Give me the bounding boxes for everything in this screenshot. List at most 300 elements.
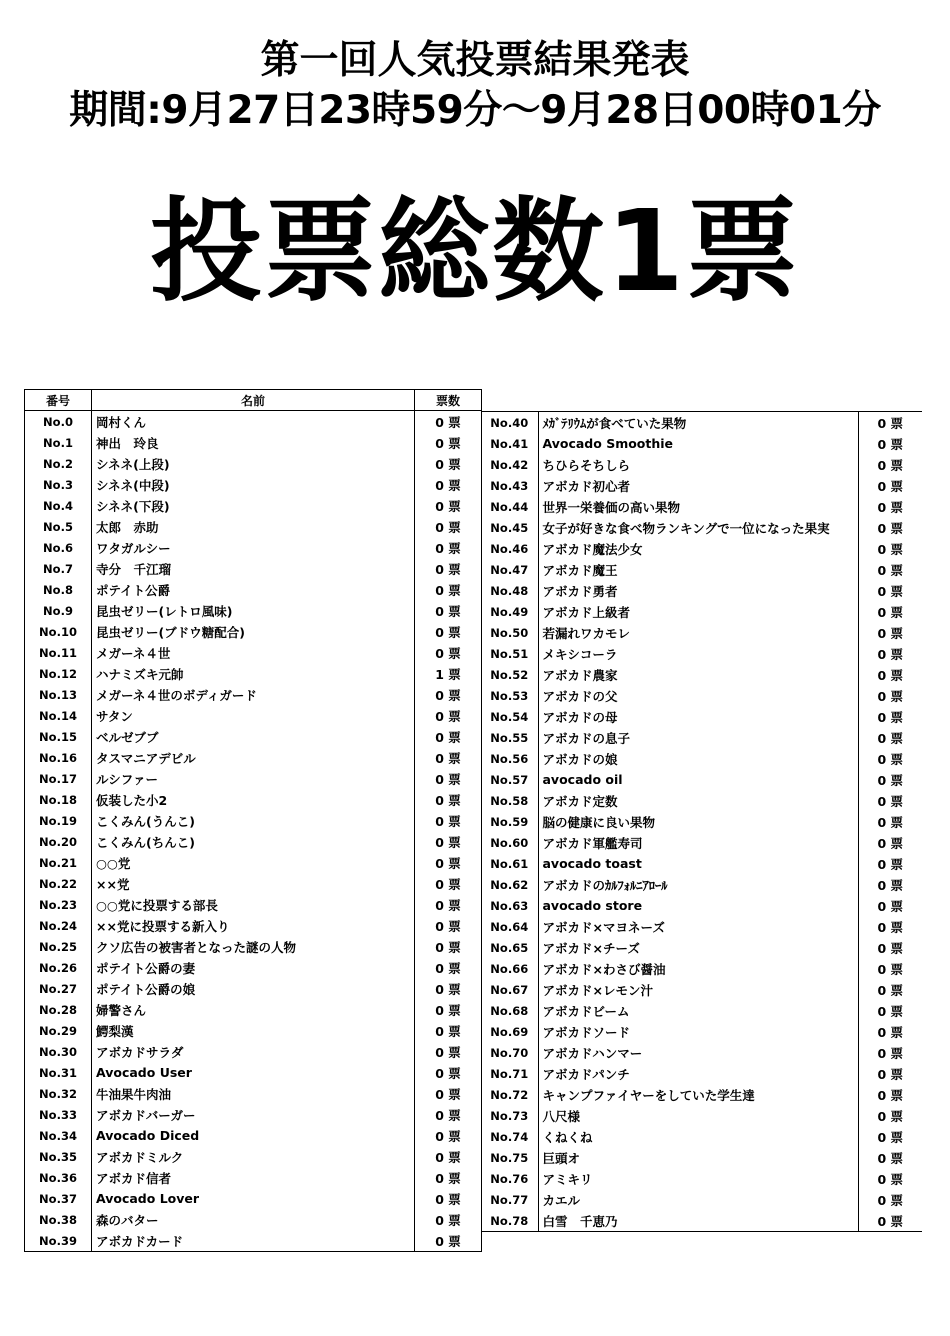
row-name: アボカド×わさび醤油 [538, 958, 858, 979]
row-votes: 0 票 [858, 559, 922, 580]
table-row [25, 852, 482, 873]
row-number: No.61 [490, 856, 529, 871]
row-votes: 0 票 [858, 580, 922, 601]
table-row [481, 748, 922, 769]
row-votes: 0 票 [415, 747, 482, 768]
row-number: No.43 [490, 478, 529, 493]
row-votes: 0 票 [415, 831, 482, 852]
left-table-body [25, 411, 482, 1252]
table-row [25, 1167, 482, 1188]
row-name: 仮装した小2 [92, 789, 415, 810]
row-name: タスマニアデビル [92, 747, 415, 768]
table-row [25, 831, 482, 852]
row-number: No.44 [490, 499, 529, 514]
row-number: No.59 [490, 814, 529, 829]
row-votes: 0 票 [415, 579, 482, 600]
row-number: No.65 [490, 940, 529, 955]
row-votes: 0 票 [415, 453, 482, 474]
row-name: ××党に投票する新入り [92, 915, 415, 936]
row-votes: 0 票 [415, 516, 482, 537]
row-number: No.77 [490, 1192, 529, 1207]
row-name: Avocado Smoothie [538, 433, 858, 454]
table-row [25, 894, 482, 915]
row-name: シネネ(下段) [92, 495, 415, 516]
row-number: No.42 [490, 457, 529, 472]
row-name: 昆虫ゼリー(ブドウ糖配合) [92, 621, 415, 642]
table-row [25, 747, 482, 768]
table-row [25, 642, 482, 663]
row-number: No.36 [25, 1167, 92, 1188]
row-name: 婦警さん [92, 999, 415, 1020]
row-name: 昆虫ゼリー(レトロ風味) [92, 600, 415, 621]
table-row [481, 832, 922, 853]
row-name: アボカドサラダ [92, 1041, 415, 1062]
row-name: ワタガルシー [92, 537, 415, 558]
results-table-right [481, 411, 922, 1232]
row-name: アボカドの息子 [538, 727, 858, 748]
row-name: アボカドの母 [538, 706, 858, 727]
row-number: No.40 [481, 412, 538, 434]
row-number: No.68 [490, 1003, 529, 1018]
row-number: No.23 [25, 894, 92, 915]
row-number: No.5 [25, 516, 92, 537]
row-name: サタン [92, 705, 415, 726]
row-name: ポテイト公爵の妻 [92, 957, 415, 978]
row-number: No.50 [490, 625, 529, 640]
row-number: No.74 [490, 1129, 529, 1144]
page-title: 第一回人気投票結果発表 [260, 38, 690, 83]
table-row [481, 1189, 922, 1210]
row-number: No.2 [25, 453, 92, 474]
row-name: 若漏れワカモレ [538, 622, 858, 643]
row-name: アボカド農家 [538, 664, 858, 685]
row-votes: 0 票 [415, 1041, 482, 1062]
row-number: No.10 [25, 621, 92, 642]
table-row [25, 621, 482, 642]
table-row [25, 411, 482, 433]
row-votes: 0 票 [415, 768, 482, 789]
total-votes: 投票総数1票 [150, 187, 800, 317]
row-number: No.33 [25, 1104, 92, 1125]
row-number: No.25 [25, 936, 92, 957]
table-row [481, 454, 922, 475]
table-row [25, 516, 482, 537]
header-votes: 票数 [415, 390, 482, 411]
table-row [25, 978, 482, 999]
row-number: No.62 [490, 877, 529, 892]
table-row [481, 1210, 922, 1232]
row-number: No.8 [25, 579, 92, 600]
table-row [481, 433, 922, 454]
row-votes: 0 票 [858, 1168, 922, 1189]
table-row [481, 1126, 922, 1147]
row-name: メキシコーラ [538, 643, 858, 664]
row-votes: 0 票 [415, 1209, 482, 1230]
row-name: 白雪 千恵乃 [538, 1210, 858, 1232]
row-number: No.64 [490, 919, 529, 934]
row-number: No.26 [25, 957, 92, 978]
table-row [481, 412, 922, 434]
table-row [25, 432, 482, 453]
row-votes: 0 票 [415, 1146, 482, 1167]
row-votes: 0 票 [415, 600, 482, 621]
table-row [25, 453, 482, 474]
row-name: キャンプファイヤーをしていた学生達 [538, 1084, 858, 1105]
row-name: アボカド初心者 [538, 475, 858, 496]
row-number: No.56 [490, 751, 529, 766]
row-number: No.11 [25, 642, 92, 663]
table-row [25, 1020, 482, 1041]
row-number: No.71 [490, 1066, 529, 1081]
table-row [25, 999, 482, 1020]
row-votes: 0 票 [415, 957, 482, 978]
row-name: 鰐梨漢 [92, 1020, 415, 1041]
row-name: アボカド上級者 [538, 601, 858, 622]
row-votes: 0 票 [415, 558, 482, 579]
row-votes: 0 票 [858, 979, 922, 1000]
table-row [25, 1125, 482, 1146]
row-votes: 0 票 [858, 832, 922, 853]
row-name: 世界一栄養価の高い果物 [538, 496, 858, 517]
row-name: シネネ(上段) [92, 453, 415, 474]
row-votes: 0 票 [415, 1083, 482, 1104]
row-number: No.55 [490, 730, 529, 745]
row-number: No.14 [25, 705, 92, 726]
row-votes: 0 票 [858, 874, 922, 895]
row-name: メガーネ４世のボディガード [92, 684, 415, 705]
row-number: No.13 [25, 684, 92, 705]
row-name: アボカド×チーズ [538, 937, 858, 958]
row-number: No.58 [490, 793, 529, 808]
row-name: 八尺様 [538, 1105, 858, 1126]
row-votes: 0 票 [858, 622, 922, 643]
row-votes: 0 票 [858, 727, 922, 748]
row-votes: 0 票 [858, 1126, 922, 1147]
row-number: No.22 [25, 873, 92, 894]
table-header-row [25, 390, 482, 411]
row-name: アボカド魔王 [538, 559, 858, 580]
table-row [481, 790, 922, 811]
table-row [481, 958, 922, 979]
row-votes: 0 票 [415, 684, 482, 705]
row-number: No.38 [25, 1209, 92, 1230]
row-name: ○○党に投票する部長 [92, 894, 415, 915]
row-number: No.70 [490, 1045, 529, 1060]
row-number: No.34 [25, 1125, 92, 1146]
row-name: くねくね [538, 1126, 858, 1147]
row-name: avocado toast [538, 853, 858, 874]
table-row [481, 1084, 922, 1105]
table-row [481, 895, 922, 916]
table-row [25, 579, 482, 600]
row-votes: 0 票 [858, 958, 922, 979]
table-row [481, 1021, 922, 1042]
row-name: アミキリ [538, 1168, 858, 1189]
row-votes: 0 票 [415, 1062, 482, 1083]
row-votes: 0 票 [415, 411, 482, 433]
row-name: 女子が好きな食べ物ランキングで一位になった果実 [538, 517, 858, 538]
row-votes: 0 票 [415, 642, 482, 663]
table-row [481, 1000, 922, 1021]
row-name: こくみん(うんこ) [92, 810, 415, 831]
row-number: No.45 [490, 520, 529, 535]
row-votes: 0 票 [858, 1147, 922, 1168]
table-row [481, 601, 922, 622]
row-number: No.12 [25, 663, 92, 684]
row-votes: 0 票 [858, 475, 922, 496]
row-votes: 0 票 [858, 1021, 922, 1042]
row-votes: 0 票 [858, 496, 922, 517]
row-votes: 0 票 [415, 915, 482, 936]
row-votes: 0 票 [858, 601, 922, 622]
row-votes: 0 票 [858, 1210, 922, 1232]
row-number: No.21 [25, 852, 92, 873]
row-name: アボカドソード [538, 1021, 858, 1042]
row-votes: 0 票 [415, 621, 482, 642]
table-row [481, 916, 922, 937]
row-name: Avocado User [92, 1062, 415, 1083]
row-votes: 0 票 [858, 916, 922, 937]
row-number: No.48 [490, 583, 529, 598]
row-name: ○○党 [92, 852, 415, 873]
row-name: アボカドバーガー [92, 1104, 415, 1125]
row-number: No.67 [490, 982, 529, 997]
row-votes: 0 票 [858, 517, 922, 538]
row-number: No.24 [25, 915, 92, 936]
row-number: No.37 [25, 1188, 92, 1209]
table-row [481, 706, 922, 727]
row-name: アボカドカード [92, 1230, 415, 1252]
row-number: No.7 [25, 558, 92, 579]
table-row [481, 727, 922, 748]
row-name: Avocado Lover [92, 1188, 415, 1209]
voting-period: 期間:9月27日23時59分〜9月28日00時01分 [69, 88, 881, 133]
row-name: アボカド信者 [92, 1167, 415, 1188]
table-row [481, 685, 922, 706]
row-name: ﾒｶﾞﾃﾘｳﾑが食べていた果物 [538, 412, 858, 434]
row-name: アボカド×レモン汁 [538, 979, 858, 1000]
row-number: No.31 [25, 1062, 92, 1083]
row-name: アボカドパンチ [538, 1063, 858, 1084]
row-name: カエル [538, 1189, 858, 1210]
table-row [481, 979, 922, 1000]
table-row [25, 873, 482, 894]
row-name: アボカドの父 [538, 685, 858, 706]
row-votes: 0 票 [415, 1104, 482, 1125]
row-number: No.6 [25, 537, 92, 558]
right-table-body [481, 412, 922, 1232]
table-row [481, 811, 922, 832]
row-votes: 0 票 [858, 748, 922, 769]
row-name: アボカド×マヨネーズ [538, 916, 858, 937]
table-row [25, 684, 482, 705]
table-row [25, 810, 482, 831]
table-row [25, 1041, 482, 1062]
row-votes: 0 票 [858, 433, 922, 454]
table-row [25, 915, 482, 936]
table-row [25, 1230, 482, 1252]
table-row [481, 496, 922, 517]
table-row [481, 538, 922, 559]
row-name: 岡村くん [92, 411, 415, 433]
row-votes: 0 票 [415, 999, 482, 1020]
table-row [481, 1105, 922, 1126]
row-name: クソ広告の被害者となった謎の人物 [92, 936, 415, 957]
row-name: アボカドミルク [92, 1146, 415, 1167]
row-votes: 0 票 [415, 852, 482, 873]
row-number: No.15 [25, 726, 92, 747]
row-name: アボカドハンマー [538, 1042, 858, 1063]
row-votes: 0 票 [415, 474, 482, 495]
row-number: No.4 [25, 495, 92, 516]
row-votes: 0 票 [858, 1084, 922, 1105]
row-votes: 0 票 [415, 1188, 482, 1209]
row-number: No.60 [490, 835, 529, 850]
table-row [481, 1042, 922, 1063]
table-row [481, 475, 922, 496]
row-number: No.41 [490, 436, 529, 451]
row-votes: 0 票 [858, 1042, 922, 1063]
table-row [481, 559, 922, 580]
table-row [25, 600, 482, 621]
row-votes: 0 票 [415, 432, 482, 453]
row-number: No.0 [25, 411, 92, 433]
row-name: シネネ(中段) [92, 474, 415, 495]
row-number: No.18 [25, 789, 92, 810]
row-votes: 0 票 [415, 789, 482, 810]
row-number: No.63 [490, 898, 529, 913]
table-row [25, 1083, 482, 1104]
row-name: アボカド定数 [538, 790, 858, 811]
row-votes: 0 票 [858, 811, 922, 832]
row-number: No.54 [490, 709, 529, 724]
row-name: アボカド魔法少女 [538, 538, 858, 559]
table-row [25, 1209, 482, 1230]
row-votes: 0 票 [858, 1189, 922, 1210]
row-name: ポテイト公爵 [92, 579, 415, 600]
row-name: 太郎 赤助 [92, 516, 415, 537]
row-number: No.27 [25, 978, 92, 999]
row-votes: 0 票 [858, 1105, 922, 1126]
row-name: 寺分 千江瑠 [92, 558, 415, 579]
row-name: ポテイト公爵の娘 [92, 978, 415, 999]
row-votes: 0 票 [858, 685, 922, 706]
row-number: No.17 [25, 768, 92, 789]
row-name: avocado store [538, 895, 858, 916]
row-number: No.78 [481, 1210, 538, 1232]
table-row [481, 664, 922, 685]
row-votes: 0 票 [858, 454, 922, 475]
row-name: こくみん(ちんこ) [92, 831, 415, 852]
row-name: アボカドの娘 [538, 748, 858, 769]
row-number: No.47 [490, 562, 529, 577]
row-name: ルシファー [92, 768, 415, 789]
table-row [481, 1147, 922, 1168]
table-row [25, 1104, 482, 1125]
row-name: 牛油果牛肉油 [92, 1083, 415, 1104]
table-row [481, 1063, 922, 1084]
table-row [481, 643, 922, 664]
row-number: No.9 [25, 600, 92, 621]
row-name: Avocado Diced [92, 1125, 415, 1146]
row-number: No.46 [490, 541, 529, 556]
table-row [481, 874, 922, 895]
results-table-left [24, 389, 482, 1252]
row-votes: 0 票 [415, 1020, 482, 1041]
table-row [25, 957, 482, 978]
row-votes: 0 票 [858, 895, 922, 916]
table-row [25, 726, 482, 747]
row-name: 脳の健康に良い果物 [538, 811, 858, 832]
row-number: No.29 [25, 1020, 92, 1041]
row-number: No.51 [490, 646, 529, 661]
row-number: No.73 [490, 1108, 529, 1123]
row-name: アボカドのｶﾙﾌｫﾙﾆｱﾛｰﾙ [538, 874, 858, 895]
row-number: No.1 [25, 432, 92, 453]
row-votes: 0 票 [858, 412, 922, 434]
row-number: No.75 [490, 1150, 529, 1165]
row-votes: 0 票 [415, 726, 482, 747]
row-number: No.72 [490, 1087, 529, 1102]
row-votes: 0 票 [858, 1000, 922, 1021]
row-number: No.49 [490, 604, 529, 619]
table-row [25, 537, 482, 558]
row-number: No.3 [25, 474, 92, 495]
row-votes: 0 票 [858, 1063, 922, 1084]
row-number: No.32 [25, 1083, 92, 1104]
table-row [481, 937, 922, 958]
row-votes: 0 票 [415, 705, 482, 726]
row-number: No.19 [25, 810, 92, 831]
row-votes: 0 票 [858, 706, 922, 727]
row-votes: 0 票 [858, 853, 922, 874]
table-row [25, 789, 482, 810]
row-number: No.30 [25, 1041, 92, 1062]
row-number: No.66 [490, 961, 529, 976]
row-number: No.39 [25, 1230, 92, 1252]
row-number: No.57 [490, 772, 529, 787]
row-name: ××党 [92, 873, 415, 894]
row-votes: 0 票 [858, 643, 922, 664]
table-row [25, 1062, 482, 1083]
row-votes: 0 票 [415, 873, 482, 894]
row-votes: 0 票 [415, 894, 482, 915]
table-row [481, 1168, 922, 1189]
row-name: アボカド勇者 [538, 580, 858, 601]
row-votes: 0 票 [858, 937, 922, 958]
row-name: 神出 玲良 [92, 432, 415, 453]
table-row [25, 495, 482, 516]
header-number: 番号 [25, 390, 92, 411]
row-votes: 1 票 [415, 663, 482, 684]
row-name: 巨頭オ [538, 1147, 858, 1168]
row-number: No.28 [25, 999, 92, 1020]
table-row [481, 517, 922, 538]
table-row [481, 580, 922, 601]
table-row [25, 558, 482, 579]
row-votes: 0 票 [858, 769, 922, 790]
row-votes: 0 票 [415, 936, 482, 957]
table-row [25, 1188, 482, 1209]
row-name: アボカド軍艦寿司 [538, 832, 858, 853]
table-row [25, 1146, 482, 1167]
row-votes: 0 票 [415, 495, 482, 516]
table-row [25, 768, 482, 789]
table-row [25, 936, 482, 957]
row-name: メガーネ４世 [92, 642, 415, 663]
table-row [481, 622, 922, 643]
row-votes: 0 票 [415, 1125, 482, 1146]
